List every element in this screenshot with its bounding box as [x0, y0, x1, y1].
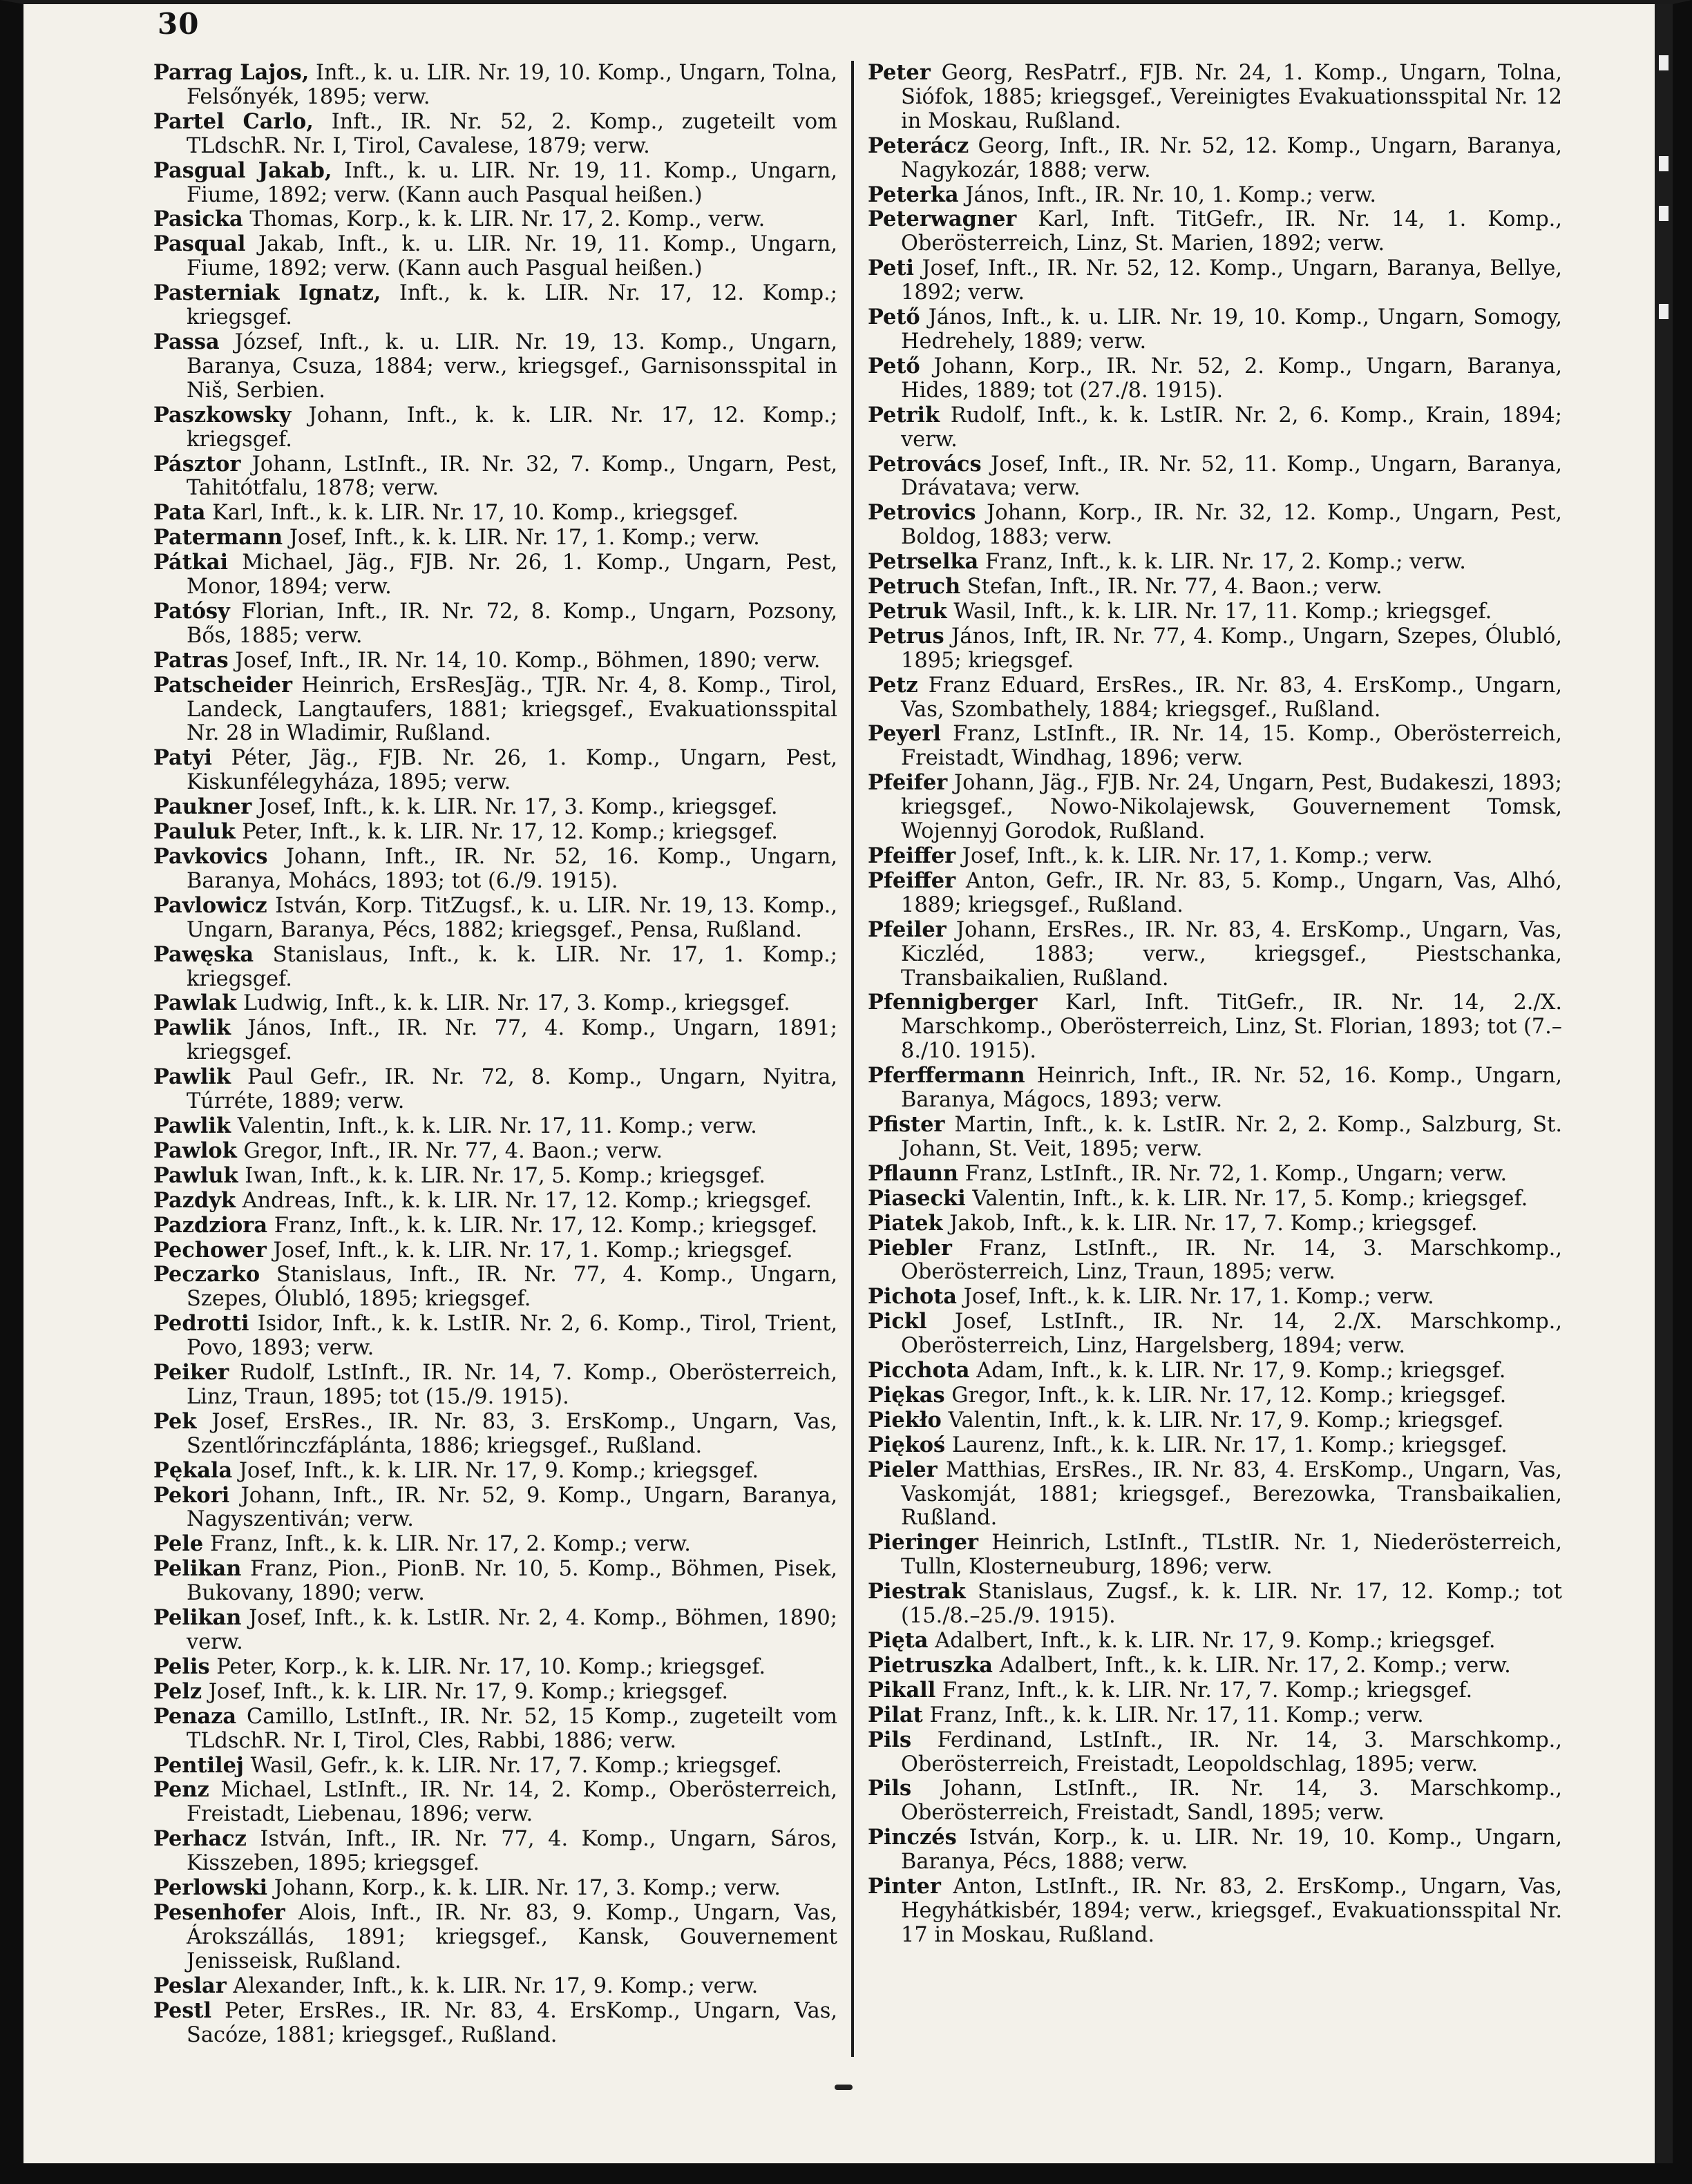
- register-entry: [868, 1580, 1562, 1629]
- register-entry: [868, 1629, 1562, 1654]
- register-entry: [153, 1065, 837, 1114]
- entry-details: Stanislaus, Inft., k. k. LIR. Nr. 17, 1. Komp.; kriegsgef.: [187, 942, 837, 991]
- entry-surname: Pechower: [153, 1237, 267, 1263]
- entry-surname: Petz: [868, 672, 918, 698]
- entry-surname: Petruk: [868, 598, 947, 624]
- register-entry: [153, 795, 837, 820]
- scan-edge-mark: [1659, 206, 1669, 221]
- register-entry: [868, 452, 1562, 501]
- entry-details: Rudolf, LstInft., IR. Nr. 14, 7. Komp., Oberösterreich, Linz, Traun, 1895; tot (15./9. 1915).: [187, 1361, 837, 1409]
- entry-details: Franz, Inft., k. k. LIR. Nr. 17, 2. Komp.; verw.: [209, 1532, 691, 1557]
- entry-details: Johann, Korp., IR. Nr. 52, 2. Komp., Ungarn, Baranya, Hides, 1889; tot (27./8. 1915).: [901, 354, 1562, 403]
- entry-surname: Pek: [153, 1408, 197, 1434]
- entry-surname: Pawluk: [153, 1162, 238, 1188]
- entry-surname: Paukner: [153, 794, 252, 820]
- entry-surname: Pieringer: [868, 1530, 978, 1555]
- entry-surname: Pető: [868, 305, 920, 330]
- entry-details: Franz, LstInft., IR. Nr. 14, 15. Komp., Oberösterreich, Freistadt, Windhag, 1896; verw.: [901, 722, 1562, 771]
- entry-details: Adalbert, Inft., k. k. LIR. Nr. 17, 9. Komp.; kriegsgef.: [935, 1629, 1496, 1653]
- register-entry: [153, 1139, 837, 1164]
- entry-details: Franz, Pion., PionB. Nr. 10, 5. Komp., Böhmen, Pisek, Bukovany, 1890; verw.: [187, 1557, 837, 1606]
- entry-details: Michael, LstInft., IR. Nr. 14, 2. Komp., Oberösterreich, Freistadt, Liebenau, 1896; verw.: [187, 1778, 837, 1827]
- entry-details: Valentin, Inft., k. k. LIR. Nr. 17, 11. Komp.; verw.: [237, 1113, 757, 1138]
- entry-details: Peter, Inft., k. k. LIR. Nr. 17, 12. Komp.; kriegsgef.: [242, 820, 778, 845]
- register-entry: [868, 1383, 1562, 1408]
- register-entry: [153, 1974, 837, 1999]
- register-entry: [153, 1532, 837, 1557]
- register-entry: [868, 1359, 1562, 1383]
- entry-details: József, Inft., k. u. LIR. Nr. 19, 13. Komp., Ungarn, Baranya, Csuza, 1884; verw., kriegsgef., Garnisonsspital in Niš, Serbien.: [187, 329, 837, 403]
- entry-details: János, Inft., k. u. LIR. Nr. 19, 10. Komp., Ungarn, Somogy, Hedrehely, 1889; verw.: [901, 305, 1562, 354]
- register-entry: [153, 1778, 837, 1827]
- entry-surname: Pazdyk: [153, 1187, 236, 1213]
- register-entry: [153, 1459, 837, 1484]
- register-entry: [868, 207, 1562, 256]
- entry-details: Isidor, Inft., k. k. LstIR. Nr. 2, 6. Komp., Tirol, Trient, Povo, 1893; verw.: [187, 1312, 837, 1361]
- entry-surname: Piatek: [868, 1210, 943, 1236]
- register-entry: [868, 1064, 1562, 1113]
- entry-surname: Pfeifer: [868, 770, 948, 796]
- entry-details: Anton, LstInft., IR. Nr. 83, 2. ErsKomp., Ungarn, Vas, Hegyhátkisbér, 1894; verw., kriegsgef., Evakuationsspital Nr. 17 in Moskau, Rußland.: [901, 1875, 1562, 1947]
- register-entry: [153, 110, 837, 159]
- entry-surname: Penz: [153, 1777, 209, 1803]
- entry-details: Martin, Inft., k. k. LstIR. Nr. 2, 2. Komp., Salzburg, St. Johann, St. Veit, 1895; verw.: [901, 1112, 1562, 1161]
- entry-details: Heinrich, ErsResJäg., TJR. Nr. 4, 8. Komp., Tirol, Landeck, Langtaufers, 1881; kriegsgef., Evakuationsspital Nr. 28 in Wladimir, Rußland.: [187, 673, 837, 746]
- entry-surname: Pentilej: [153, 1752, 244, 1778]
- entry-details: Péter, Jäg., FJB. Nr. 26, 1. Komp., Ungarn, Pest, Kiskunfélegyháza, 1895; verw.: [187, 746, 837, 795]
- register-entry: [153, 159, 837, 208]
- entry-surname: Piękas: [868, 1382, 945, 1408]
- entry-surname: Peiker: [153, 1360, 229, 1386]
- entry-surname: Pękala: [153, 1457, 233, 1483]
- register-entry: [153, 501, 837, 526]
- entry-details: Georg, Inft., IR. Nr. 52, 12. Komp., Ungarn, Baranya, Nagykozár, 1888; verw.: [901, 133, 1562, 182]
- entry-surname: Pieler: [868, 1457, 938, 1482]
- register-entry: [153, 1680, 837, 1705]
- entry-details: Adam, Inft., k. k. LIR. Nr. 17, 9. Komp.; kriegsgef.: [976, 1359, 1506, 1383]
- register-entry: [868, 1285, 1562, 1310]
- entry-details: Karl, Inft., k. k. LIR. Nr. 17, 10. Komp., kriegsgef.: [212, 501, 739, 526]
- register-entry: [153, 845, 837, 894]
- entry-details: Heinrich, LstInft., TLstIR. Nr. 1, Niederösterreich, Tulln, Klosterneuburg, 1896; verw.: [901, 1531, 1562, 1580]
- entry-surname: Peterácz: [868, 133, 969, 158]
- register-entry: [153, 1016, 837, 1065]
- entry-surname: Patósy: [153, 598, 230, 624]
- entry-details: Valentin, Inft., k. k. LIR. Nr. 17, 9. Komp.; kriegsgef.: [948, 1408, 1504, 1433]
- entry-details: Thomas, Korp., k. k. LIR. Nr. 17, 2. Komp., verw.: [249, 207, 766, 232]
- register-entry: [153, 649, 837, 673]
- register-entry: [868, 183, 1562, 208]
- register-entry: [153, 1164, 837, 1189]
- register-entry: [153, 207, 837, 232]
- register-entry: [868, 844, 1562, 869]
- entry-surname: Piękoś: [868, 1432, 946, 1457]
- register-entry: [153, 1189, 837, 1214]
- entry-details: Johann, LstInft., IR. Nr. 14, 3. Marschkomp., Oberösterreich, Freistadt, Sandl, 1895; verw.: [901, 1776, 1562, 1826]
- register-entry: [153, 1238, 837, 1263]
- entry-details: Josef, Inft., k. k. LIR. Nr. 17, 1. Komp.; verw.: [963, 1285, 1434, 1310]
- entry-surname: Pils: [868, 1776, 912, 1801]
- entry-surname: Passa: [153, 329, 220, 354]
- entry-details: Josef, Inft., IR. Nr. 52, 12. Komp., Ungarn, Baranya, Bellye, 1892; verw.: [901, 256, 1562, 305]
- entry-details: Johann, Korp., k. k. LIR. Nr. 17, 3. Komp.; verw.: [274, 1876, 781, 1901]
- entry-details: Josef, Inft., k. k. LIR. Nr. 17, 1. Komp.; kriegsgef.: [273, 1238, 793, 1263]
- entry-details: Franz, LstInft., IR. Nr. 14, 3. Marschkomp., Oberösterreich, Linz, Traun, 1895; verw.: [901, 1236, 1562, 1285]
- register-entry: [868, 1408, 1562, 1433]
- entry-surname: Pazdziora: [153, 1212, 268, 1238]
- entry-details: Michael, Jäg., FJB. Nr. 26, 1. Komp., Ungarn, Pest, Monor, 1894; verw.: [187, 550, 837, 600]
- register-entry: [868, 1187, 1562, 1211]
- register-entry: [153, 452, 837, 501]
- entry-details: Gregor, Inft., IR. Nr. 77, 4. Baon.; verw.: [243, 1138, 663, 1163]
- entry-details: Johann, Jäg., FJB. Nr. 24, Ungarn, Pest, Budakeszi, 1893; kriegsgef., Nowo-Nikolajewsk, Gouvernement Tomsk, Wojennyj Gorodok, Rußland.: [901, 771, 1562, 844]
- entry-surname: Pilat: [868, 1702, 923, 1727]
- entry-surname: Pawęska: [153, 941, 254, 967]
- entry-surname: Piekło: [868, 1407, 942, 1433]
- register-entry: [868, 1211, 1562, 1236]
- entry-surname: Pasgual Jakab,: [153, 157, 332, 183]
- entry-details: Inft., k. u. LIR. Nr. 19, 11. Komp., Ungarn, Fiume, 1892; verw. (Kann auch Pasqual heißen.): [187, 158, 837, 207]
- register-entry: [868, 1728, 1562, 1777]
- entry-details: Josef, Inft., IR. Nr. 52, 11. Komp., Ungarn, Baranya, Drávatava; verw.: [901, 452, 1562, 501]
- entry-details: Franz, LstInft., IR. Nr. 72, 1. Komp., Ungarn; verw.: [964, 1161, 1508, 1186]
- entry-details: Stanislaus, Zugsf., k. k. LIR. Nr. 17, 12. Komp.; tot (15./8.–25./9. 1915).: [901, 1580, 1562, 1629]
- entry-surname: Penaza: [153, 1703, 237, 1729]
- register-entry: [868, 624, 1562, 673]
- register-entry: [153, 550, 837, 600]
- entry-details: Karl, Inft. TitGefr., IR. Nr. 14, 2./X. Marschkomp., Oberösterreich, Linz, St. Florian, 1893; tot (7.–8./10. 1915).: [901, 990, 1562, 1064]
- entry-surname: Pásztor: [153, 451, 241, 477]
- entry-surname: Pasqual: [153, 231, 246, 257]
- entry-details: Wasil, Gefr., k. k. LIR. Nr. 17, 7. Komp.; kriegsgef.: [250, 1753, 782, 1778]
- register-entry: [153, 61, 837, 110]
- register-entry: [153, 1557, 837, 1606]
- register-entry: [868, 673, 1562, 722]
- register-entry: [153, 1484, 837, 1533]
- entry-details: Matthias, ErsRes., IR. Nr. 83, 4. ErsKomp., Ungarn, Vas, Vaskomját, 1881; kriegsgef., Berezowka, Transbaikalien, Rußland.: [901, 1457, 1562, 1531]
- register-entry: [153, 1705, 837, 1754]
- register-entry: [153, 1410, 837, 1459]
- entry-details: Johann, Inft., IR. Nr. 52, 9. Komp., Ungarn, Baranya, Nagyszentiván; verw.: [187, 1483, 837, 1532]
- entry-surname: Peslar: [153, 1973, 227, 1998]
- entry-details: Alois, Inft., IR. Nr. 83, 9. Komp., Ungarn, Vas, Árokszállás, 1891; kriegsgef., Kansk, Gouvernement Jenisseisk, Rußland.: [187, 1900, 837, 1973]
- entry-surname: Pięta: [868, 1628, 929, 1653]
- entry-surname: Pető: [868, 353, 920, 379]
- entry-details: Peter, Korp., k. k. LIR. Nr. 17, 10. Komp.; kriegsgef.: [216, 1654, 766, 1679]
- entry-surname: Pflaunn: [868, 1160, 958, 1186]
- register-entry: [153, 281, 837, 330]
- entry-details: Paul Gefr., IR. Nr. 72, 8. Komp., Ungarn, Nyitra, Túrréte, 1889; verw.: [187, 1065, 837, 1114]
- entry-surname: Patscheider: [153, 672, 292, 698]
- entry-details: Georg, ResPatrf., FJB. Nr. 24, 1. Komp., Ungarn, Tolna, Siófok, 1885; kriegsgef., Vereinigtes Evakuationsspital Nr. 12 in Moskau, Rußland.: [901, 61, 1562, 133]
- entry-surname: Pátkai: [153, 550, 229, 575]
- scan-edge-mark: [1659, 156, 1669, 171]
- entry-surname: Pfeiler: [868, 917, 947, 942]
- scan-edge-mark: [1659, 304, 1669, 319]
- register-entry: [153, 1876, 837, 1901]
- entry-details: Wasil, Inft., k. k. LIR. Nr. 17, 11. Komp.; kriegsgef.: [953, 599, 1492, 624]
- entry-details: István, Inft., IR. Nr. 77, 4. Komp., Ungarn, Sáros, Kisszeben, 1895; kriegsgef.: [187, 1827, 837, 1876]
- register-entry: [153, 1606, 837, 1655]
- register-entry: [868, 600, 1562, 624]
- entry-details: Stanislaus, Inft., IR. Nr. 77, 4. Komp., Ungarn, Szepes, Ólubló, 1895; kriegsgef.: [187, 1263, 837, 1312]
- register-entry: [153, 1655, 837, 1680]
- entry-details: Florian, Inft., IR. Nr. 72, 8. Komp., Ungarn, Pozsony, Bős, 1885; verw.: [187, 599, 837, 648]
- entry-surname: Pele: [153, 1531, 204, 1557]
- register-entry: [153, 1263, 837, 1312]
- register-entry: [153, 330, 837, 403]
- entry-surname: Pawlak: [153, 990, 237, 1016]
- entry-details: Anton, Gefr., IR. Nr. 83, 5. Komp., Ungarn, Vas, Alhó, 1889; kriegsgef., Rußland.: [901, 868, 1562, 917]
- entry-surname: Petrovács: [868, 451, 982, 477]
- left-column: [153, 61, 837, 2047]
- entry-surname: Perlowski: [153, 1875, 268, 1901]
- register-entry: [868, 1776, 1562, 1826]
- register-entry: [868, 256, 1562, 305]
- register-entry: [153, 991, 837, 1016]
- register-entry: [153, 1999, 837, 2048]
- entry-details: Alexander, Inft., k. k. LIR. Nr. 17, 9. Komp.; verw.: [233, 1973, 759, 1998]
- entry-surname: Patras: [153, 647, 229, 673]
- entry-surname: Pfister: [868, 1111, 945, 1137]
- register-entry: [153, 1754, 837, 1779]
- scan-edge-strip: [1655, 0, 1673, 2184]
- entry-surname: Pekori: [153, 1482, 230, 1508]
- register-entry: [153, 403, 837, 452]
- entry-surname: Pasicka: [153, 207, 243, 232]
- entry-details: Jakob, Inft., k. k. LIR. Nr. 17, 7. Komp.; kriegsgef.: [949, 1211, 1478, 1236]
- register-entry: [868, 1875, 1562, 1948]
- entry-surname: Pelikan: [153, 1556, 242, 1582]
- entry-details: Gregor, Inft., k. k. LIR. Nr. 17, 12. Komp.; kriegsgef.: [951, 1383, 1507, 1408]
- register-entry: [868, 1458, 1562, 1531]
- register-entry: [153, 232, 837, 281]
- entry-details: Franz, Inft., k. k. LIR. Nr. 17, 11. Komp.; verw.: [929, 1703, 1424, 1727]
- entry-surname: Peterwagner: [868, 207, 1017, 232]
- register-entry: [868, 771, 1562, 844]
- entry-surname: Peterka: [868, 182, 959, 207]
- entry-details: Adalbert, Inft., k. k. LIR. Nr. 17, 2. Komp.; verw.: [999, 1653, 1511, 1678]
- register-entry: [868, 1654, 1562, 1678]
- entry-surname: Pinter: [868, 1874, 941, 1899]
- right-column: [868, 61, 1562, 1948]
- entry-details: Ludwig, Inft., k. k. LIR. Nr. 17, 3. Komp., kriegsgef.: [243, 991, 790, 1016]
- entry-details: Inft., k. k. LIR. Nr. 17, 12. Komp.; kriegsgef.: [187, 281, 837, 330]
- register-entry: [868, 134, 1562, 183]
- entry-details: Ferdinand, LstInft., IR. Nr. 14, 3. Marschkomp., Oberösterreich, Freistadt, Leopoldschlag, 1895; verw.: [901, 1727, 1562, 1776]
- entry-surname: Pikall: [868, 1677, 936, 1703]
- register-entry: [153, 526, 837, 550]
- entry-surname: Piebler: [868, 1235, 952, 1261]
- register-entry: [153, 1901, 837, 1974]
- entry-details: Josef, Inft., k. k. LIR. Nr. 17, 1. Komp.; verw.: [289, 526, 760, 550]
- entry-surname: Pata: [153, 500, 206, 526]
- entry-details: Johann, Inft., IR. Nr. 52, 16. Komp., Ungarn, Baranya, Mohács, 1893; tot (6./9. 1915).: [187, 845, 837, 893]
- entry-surname: Pichota: [868, 1284, 957, 1310]
- register-entry: [153, 1214, 837, 1238]
- register-entry: [868, 1310, 1562, 1359]
- entry-surname: Pickl: [868, 1309, 927, 1334]
- register-entry: [868, 501, 1562, 550]
- entry-details: Laurenz, Inft., k. k. LIR. Nr. 17, 1. Komp.; kriegsgef.: [951, 1433, 1508, 1457]
- register-entry: [868, 1236, 1562, 1285]
- entry-surname: Pelis: [153, 1654, 210, 1679]
- entry-details: Andreas, Inft., k. k. LIR. Nr. 17, 12. Komp.; kriegsgef.: [242, 1188, 812, 1213]
- register-entry: [153, 1312, 837, 1361]
- entry-surname: Picchota: [868, 1358, 970, 1383]
- entry-surname: Peyerl: [868, 721, 941, 747]
- entry-details: Josef, Inft., k. k. LIR. Nr. 17, 9. Komp.; kriegsgef.: [208, 1679, 729, 1704]
- entry-surname: Pfeiffer: [868, 868, 956, 893]
- entry-surname: Pasterniak Ignatz,: [153, 280, 381, 306]
- entry-surname: Paszkowsky: [153, 402, 292, 428]
- register-entry: [868, 990, 1562, 1064]
- register-entry: [153, 943, 837, 992]
- entry-surname: Pinczés: [868, 1825, 957, 1850]
- entry-details: János, Inft., IR. Nr. 10, 1. Komp.; verw.: [965, 182, 1377, 207]
- register-entry: [868, 1531, 1562, 1580]
- entry-surname: Petrus: [868, 623, 944, 649]
- entry-surname: Peczarko: [153, 1262, 260, 1287]
- entry-details: Rudolf, Inft., k. k. LstIR. Nr. 2, 6. Komp., Krain, 1894; verw.: [901, 403, 1562, 452]
- entry-details: István, Korp. TitZugsf., k. u. LIR. Nr. 19, 13. Komp., Ungarn, Baranya, Pécs, 1882; kriegsgef., Pensa, Rußland.: [187, 893, 837, 942]
- register-entry: [153, 600, 837, 649]
- register-entry: [868, 575, 1562, 600]
- entry-details: Inft., IR. Nr. 52, 2. Komp., zugeteilt vom TLdschR. Nr. I, Tirol, Cavalese, 1879; verw.: [187, 109, 837, 158]
- entry-details: Josef, Inft., k. k. LstIR. Nr. 2, 4. Komp., Böhmen, 1890; verw.: [187, 1606, 837, 1654]
- entry-surname: Partel Carlo,: [153, 108, 314, 134]
- entry-details: Peter, ErsRes., IR. Nr. 83, 4. ErsKomp., Ungarn, Vas, Sacóze, 1881; kriegsgef., Rußland.: [187, 1998, 837, 2047]
- entry-surname: Pils: [868, 1727, 912, 1752]
- entry-details: István, Korp., k. u. LIR. Nr. 19, 10. Komp., Ungarn, Baranya, Pécs, 1888; verw.: [901, 1826, 1562, 1875]
- register-entry: [868, 1162, 1562, 1187]
- entry-details: Heinrich, Inft., IR. Nr. 52, 16. Komp., Ungarn, Baranya, Mágocs, 1893; verw.: [901, 1064, 1562, 1113]
- register-entry: [153, 1361, 837, 1410]
- entry-surname: Peter: [868, 60, 931, 85]
- register-entry: [153, 1114, 837, 1139]
- entry-surname: Pestl: [153, 1998, 212, 2023]
- entry-details: Josef, Inft., IR. Nr. 14, 10. Komp., Böhmen, 1890; verw.: [235, 648, 821, 673]
- entry-details: Josef, Inft., k. k. LIR. Nr. 17, 9. Komp.; kriegsgef.: [238, 1458, 759, 1483]
- entry-details: Franz, Inft., k. k. LIR. Nr. 17, 2. Komp.; verw.: [985, 550, 1466, 575]
- entry-surname: Patermann: [153, 525, 283, 550]
- register-entry: [868, 1678, 1562, 1703]
- register-entry: [868, 305, 1562, 354]
- entry-surname: Petrselka: [868, 549, 979, 575]
- entry-details: János, Inft., IR. Nr. 77, 4. Komp., Ungarn, 1891; kriegsgef.: [187, 1016, 837, 1065]
- entry-details: Johann, Korp., IR. Nr. 32, 12. Komp., Ungarn, Pest, Boldog, 1883; verw.: [901, 501, 1562, 550]
- entry-surname: Parrag Lajos,: [153, 60, 310, 85]
- page-number: 30: [158, 7, 200, 41]
- ink-mark: [835, 2085, 853, 2090]
- entry-surname: Pedrotti: [153, 1311, 249, 1337]
- entry-surname: Pawlik: [153, 1113, 231, 1138]
- entry-surname: Petrik: [868, 402, 940, 428]
- entry-surname: Perhacz: [153, 1826, 247, 1852]
- entry-details: Josef, ErsRes., IR. Nr. 83, 3. ErsKomp., Ungarn, Vas, Szentlőrinczfáplánta, 1886; kriegsgef., Rußland.: [187, 1409, 837, 1458]
- register-entry: [868, 869, 1562, 918]
- entry-details: Inft., k. u. LIR. Nr. 19, 10. Komp., Ungarn, Tolna, Felsőnyék, 1895; verw.: [187, 61, 837, 109]
- entry-surname: Petruch: [868, 574, 961, 600]
- entry-details: Karl, Inft. TitGefr., IR. Nr. 14, 1. Komp., Oberösterreich, Linz, St. Marien, 1892; verw.: [901, 207, 1562, 256]
- entry-surname: Pauluk: [153, 819, 236, 845]
- register-entry: [868, 1826, 1562, 1875]
- register-entry: [153, 673, 837, 747]
- entry-details: Johann, Inft., k. k. LIR. Nr. 17, 12. Komp.; kriegsgef.: [187, 403, 837, 452]
- entry-details: Josef, LstInft., IR. Nr. 14, 2./X. Marschkomp., Oberösterreich, Linz, Hargelsberg, 1894; verw.: [901, 1310, 1562, 1359]
- register-entry: [868, 354, 1562, 403]
- register-entry: [153, 1827, 837, 1876]
- entry-surname: Pelz: [153, 1678, 202, 1704]
- register-entry: [868, 1113, 1562, 1162]
- entry-details: Johann, ErsRes., IR. Nr. 83, 4. ErsKomp., Ungarn, Vas, Kiczléd, 1883; verw., kriegsgef., Piestschanka, Transbaikalien, Rußland.: [901, 917, 1562, 990]
- entry-details: Iwan, Inft., k. k. LIR. Nr. 17, 5. Komp.; kriegsgef.: [245, 1163, 766, 1188]
- register-entry: [868, 918, 1562, 991]
- entry-details: Franz, Inft., k. k. LIR. Nr. 17, 7. Komp.; kriegsgef.: [942, 1678, 1473, 1703]
- entry-surname: Pferffermann: [868, 1063, 1025, 1089]
- register-entry: [868, 550, 1562, 575]
- entry-details: Johann, LstInft., IR. Nr. 32, 7. Komp., Ungarn, Pest, Tahitótfalu, 1878; verw.: [187, 452, 837, 501]
- entry-surname: Pawlik: [153, 1015, 231, 1041]
- entry-surname: Pelikan: [153, 1605, 242, 1631]
- entry-details: Jakab, Inft., k. u. LIR. Nr. 19, 11. Komp., Ungarn, Fiume, 1892; verw. (Kann auch Pasgual heißen.): [187, 232, 837, 281]
- entry-surname: Piasecki: [868, 1185, 966, 1211]
- entry-details: János, Inft, IR. Nr. 77, 4. Komp., Ungarn, Szepes, Ólubló, 1895; kriegsgef.: [901, 624, 1563, 673]
- register-entry: [153, 820, 837, 845]
- register-entry: [868, 1433, 1562, 1458]
- entry-surname: Pfennigberger: [868, 990, 1038, 1015]
- entry-surname: Pavkovics: [153, 844, 268, 869]
- entry-surname: Peti: [868, 256, 914, 281]
- entry-details: Camillo, LstInft., IR. Nr. 52, 15 Komp., zugeteilt vom TLdschR. Nr. I, Tirol, Cles, Rabbi, 1886; verw.: [187, 1704, 838, 1753]
- entry-details: Franz, Inft., k. k. LIR. Nr. 17, 12. Komp.; kriegsgef.: [274, 1213, 818, 1238]
- entry-surname: Pawlik: [153, 1064, 231, 1090]
- entry-details: Stefan, Inft., IR. Nr. 77, 4. Baon.; verw.: [967, 575, 1382, 600]
- entry-details: Josef, Inft., k. k. LIR. Nr. 17, 1. Komp.; verw.: [962, 844, 1433, 868]
- register-entry: [153, 894, 837, 943]
- column-divider: [851, 61, 854, 2057]
- entry-surname: Pavlowicz: [153, 892, 267, 918]
- entry-surname: Pietruszka: [868, 1652, 993, 1678]
- entry-surname: Piestrak: [868, 1579, 966, 1605]
- entry-surname: Pesenhofer: [153, 1899, 285, 1925]
- register-entry: [153, 746, 837, 795]
- register-entry: [868, 403, 1562, 452]
- entry-surname: Petrovics: [868, 500, 976, 526]
- entry-details: Josef, Inft., k. k. LIR. Nr. 17, 3. Komp., kriegsgef.: [258, 795, 778, 820]
- register-entry: [868, 722, 1562, 771]
- register-entry: [868, 1703, 1562, 1728]
- entry-surname: Patyi: [153, 745, 212, 771]
- entry-surname: Pawlok: [153, 1138, 237, 1163]
- register-entry: [868, 61, 1562, 134]
- entry-surname: Pfeiffer: [868, 843, 956, 868]
- entry-details: Valentin, Inft., k. k. LIR. Nr. 17, 5. Komp.; kriegsgef.: [972, 1186, 1528, 1211]
- entry-details: Franz Eduard, ErsRes., IR. Nr. 83, 4. ErsKomp., Ungarn, Vas, Szombathely, 1884; kriegsgef., Rußland.: [901, 673, 1562, 722]
- scan-edge-mark: [1659, 55, 1669, 70]
